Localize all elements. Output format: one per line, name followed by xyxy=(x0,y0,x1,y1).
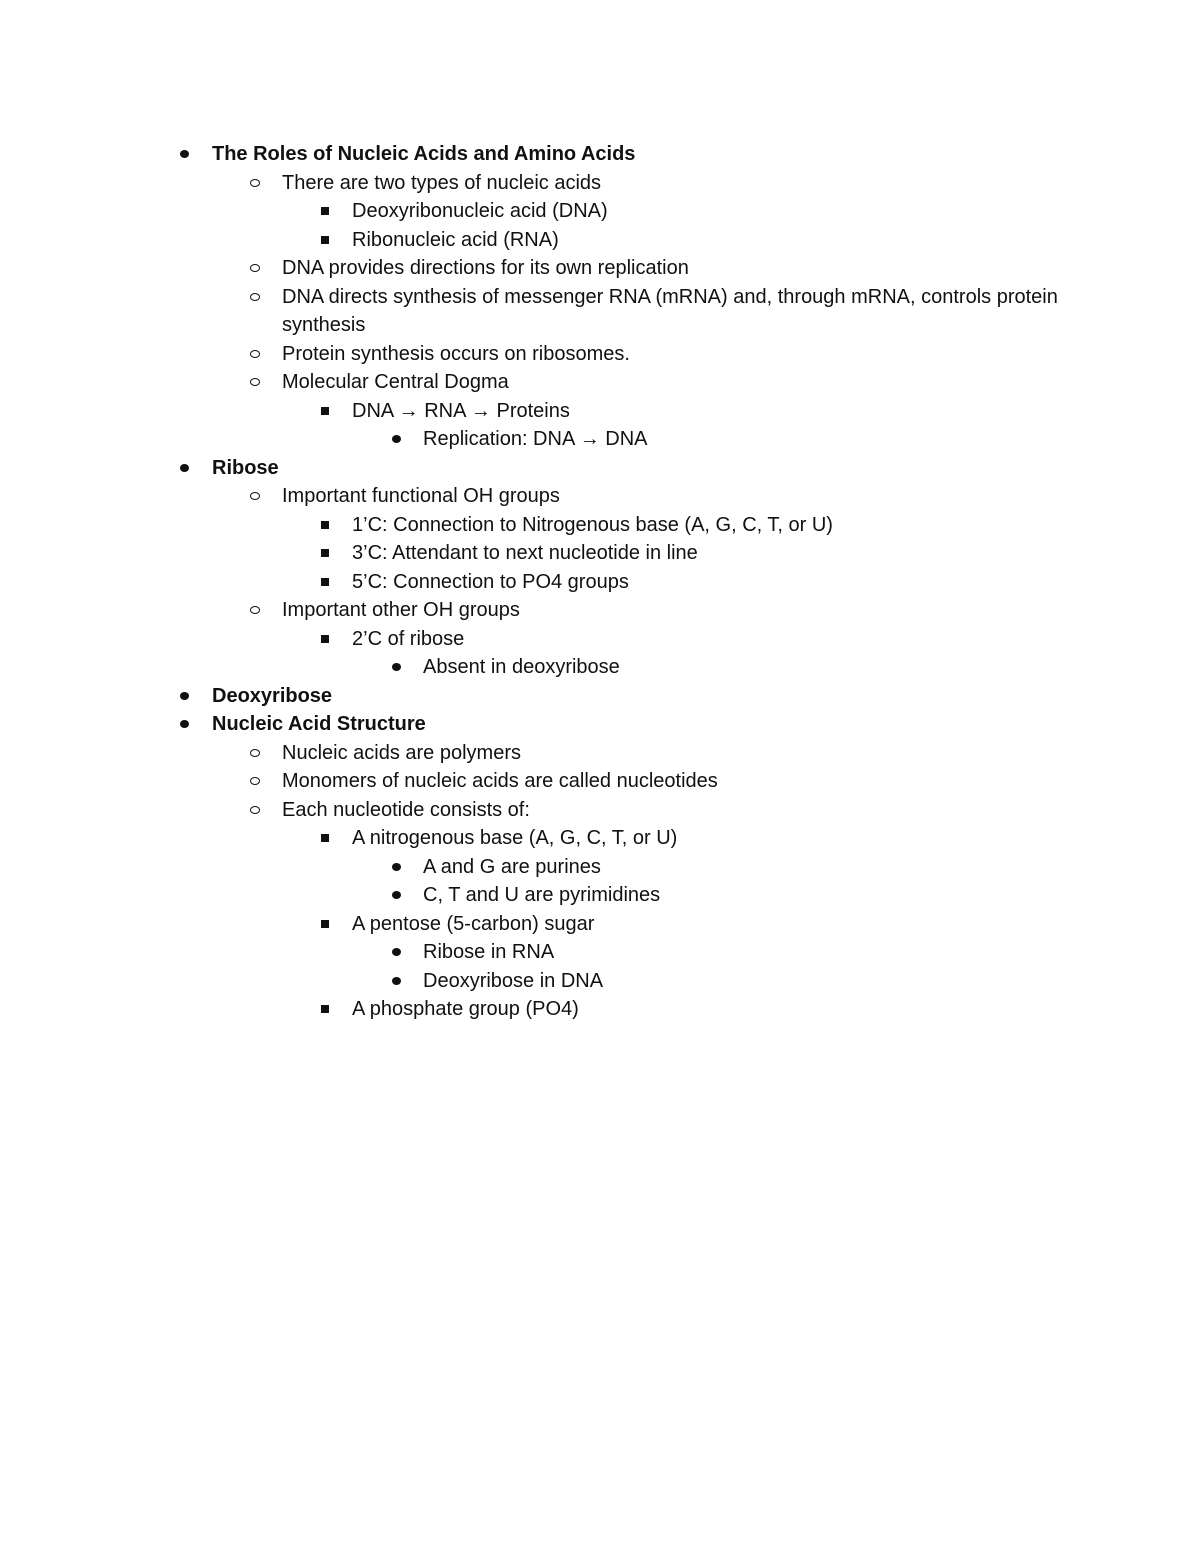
list-item-text: A nitrogenous base (A, G, C, T, or U) xyxy=(352,827,678,849)
list-item xyxy=(0,340,1200,369)
disc-bullet-icon xyxy=(389,653,403,682)
disc-bullet-icon xyxy=(389,938,403,967)
list-item-text: Nucleic acids are polymers xyxy=(282,741,521,764)
list-item-text: DNA provides directions for its own replication xyxy=(282,257,689,279)
list-item xyxy=(0,425,1200,454)
list-item xyxy=(0,169,1200,198)
list-item xyxy=(0,283,1200,340)
list-item xyxy=(0,739,1200,768)
list-item xyxy=(0,938,1200,967)
square-bullet-icon xyxy=(318,397,332,426)
circle-bullet-icon xyxy=(248,340,262,369)
list-item-text: A and G are purines xyxy=(423,855,601,878)
list-item xyxy=(0,881,1200,910)
list-item-text: Ribose xyxy=(212,456,279,479)
disc-bullet-icon xyxy=(177,454,191,483)
square-bullet-icon xyxy=(318,824,332,853)
list-item xyxy=(0,853,1200,882)
list-item-text: DNA directs synthesis of messenger RNA (mRNA) and, through mRNA, controls protein synthesis xyxy=(282,285,1058,336)
list-item-text: Each nucleotide consists of: xyxy=(282,798,530,821)
list-item-text: Deoxyribonucleic acid (DNA) xyxy=(352,200,608,222)
disc-bullet-icon xyxy=(177,682,191,711)
list-item xyxy=(0,995,1200,1024)
list-item-heading xyxy=(0,140,1200,169)
list-item-text: Ribonucleic acid (RNA) xyxy=(352,228,559,251)
circle-bullet-icon xyxy=(248,368,262,397)
list-item-text: Important functional OH groups xyxy=(282,485,560,507)
list-item xyxy=(0,625,1200,654)
disc-bullet-icon xyxy=(389,881,403,910)
list-item xyxy=(0,511,1200,540)
list-item-heading xyxy=(0,682,1200,711)
list-item-text: Ribose in RNA xyxy=(423,941,555,963)
square-bullet-icon xyxy=(318,568,332,597)
disc-bullet-icon xyxy=(389,425,403,454)
square-bullet-icon xyxy=(318,511,332,540)
circle-bullet-icon xyxy=(248,796,262,825)
circle-bullet-icon xyxy=(248,767,262,796)
list-item xyxy=(0,653,1200,682)
square-bullet-icon xyxy=(318,625,332,654)
list-item-text: A phosphate group (PO4) xyxy=(352,998,579,1020)
list-item-text: Replication: DNA → DNA xyxy=(423,428,648,450)
list-item xyxy=(0,254,1200,283)
square-bullet-icon xyxy=(318,226,332,255)
list-item xyxy=(0,767,1200,796)
list-item-text: Deoxyribose in DNA xyxy=(423,969,604,992)
disc-bullet-icon xyxy=(177,710,191,739)
disc-bullet-icon xyxy=(389,967,403,996)
list-item xyxy=(0,824,1200,853)
list-item xyxy=(0,796,1200,825)
square-bullet-icon xyxy=(318,197,332,226)
list-item-heading xyxy=(0,710,1200,739)
list-item-text: A pentose (5-carbon) sugar xyxy=(352,912,595,935)
circle-bullet-icon xyxy=(248,482,262,511)
list-item-text: C, T and U are pyrimidines xyxy=(423,884,661,906)
list-item xyxy=(0,539,1200,568)
list-item-text: 1’C: Connection to Nitrogenous base (A, G, C, T, or U) xyxy=(352,513,833,536)
square-bullet-icon xyxy=(318,539,332,568)
list-item xyxy=(0,967,1200,996)
list-item-text: Monomers of nucleic acids are called nucleotides xyxy=(282,770,718,792)
list-item-heading xyxy=(0,454,1200,483)
document-outline xyxy=(0,140,1200,1024)
circle-bullet-icon xyxy=(248,169,262,198)
square-bullet-icon xyxy=(318,995,332,1024)
circle-bullet-icon xyxy=(248,254,262,283)
disc-bullet-icon xyxy=(389,853,403,882)
list-item-text: 3’C: Attendant to next nucleotide in line xyxy=(352,542,698,564)
circle-bullet-icon xyxy=(248,283,262,312)
list-item xyxy=(0,226,1200,255)
disc-bullet-icon xyxy=(177,140,191,169)
list-item-text: Molecular Central Dogma xyxy=(282,371,509,393)
list-item-text: The Roles of Nucleic Acids and Amino Acids xyxy=(212,143,636,165)
list-item-text: There are two types of nucleic acids xyxy=(282,171,602,194)
list-item-text: Nucleic Acid Structure xyxy=(212,713,426,735)
list-item-text: Deoxyribose xyxy=(212,684,333,707)
circle-bullet-icon xyxy=(248,596,262,625)
list-item-text: Protein synthesis occurs on ribosomes. xyxy=(282,342,630,365)
list-item-text: 5’C: Connection to PO4 groups xyxy=(352,570,629,593)
list-item-text: 2’C of ribose xyxy=(352,627,465,650)
list-item-text: DNA → RNA → Proteins xyxy=(352,399,570,422)
list-item xyxy=(0,568,1200,597)
list-item-text: Important other OH groups xyxy=(282,599,520,621)
list-item xyxy=(0,368,1200,397)
list-item-text: Absent in deoxyribose xyxy=(423,656,620,678)
square-bullet-icon xyxy=(318,910,332,939)
list-item xyxy=(0,910,1200,939)
list-item xyxy=(0,197,1200,226)
list-item xyxy=(0,482,1200,511)
circle-bullet-icon xyxy=(248,739,262,768)
list-item xyxy=(0,596,1200,625)
list-item xyxy=(0,397,1200,426)
